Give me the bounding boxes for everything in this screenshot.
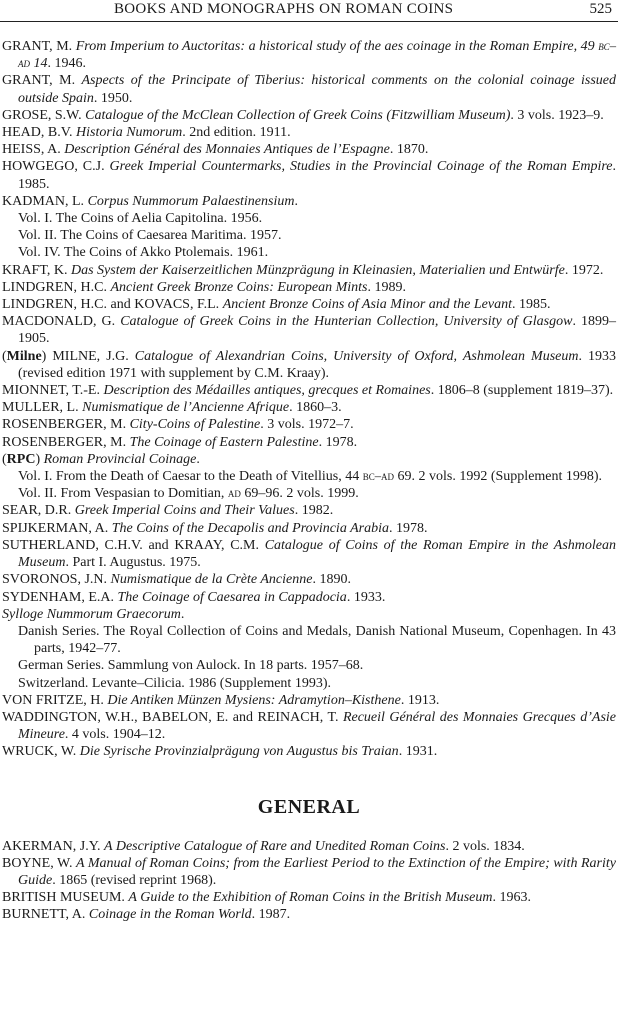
rpc-volume: Vol. I. From the Death of Caesar to the Death of Vitellius, 44 bc–ad 69. 2 vols. 1992 (Supplement 1998). <box>18 469 603 485</box>
entry-spijkerman <box>2 520 616 537</box>
entry-author: BURNETT, A. <box>2 907 89 923</box>
entry-author: SUTHERLAND, C.H.V. and KRAAY, C.M. <box>2 537 265 553</box>
entry-details: . 1931. <box>398 744 438 760</box>
entry-grant-tiberius <box>2 72 616 106</box>
entry-rosenberger-city <box>2 416 616 433</box>
page-header <box>0 0 618 22</box>
entry-title: From Imperium to Auctoritas: a historical study of the aes coinage in the Roman Empire, 49 bc–ad 14 <box>18 39 616 72</box>
entry-grose <box>2 107 616 124</box>
entry-von-fritze <box>2 692 616 709</box>
entry-boyne <box>2 855 616 889</box>
entry-title: Roman Provincial Coinage <box>43 451 197 467</box>
entry-mionnet <box>2 382 616 399</box>
entry-author: HOWGEGO, C.J. <box>2 159 110 175</box>
entry-title: A Manual of Roman Coins; from the Earliest Period to the Extinction of the Empire; with Rarity Guide <box>18 855 616 888</box>
entry-author: VON FRITZE, H. <box>2 692 108 708</box>
entry-sutherland-kraay <box>2 537 616 571</box>
abbreviation: RPC <box>6 451 36 467</box>
page-number: 525 <box>589 1 612 17</box>
entry-title: Coinage in the Roman World <box>88 907 252 923</box>
sng-series: Switzerland. Levante–Cilicia. 1986 (Supplement 1993). <box>18 675 331 691</box>
entry-title: Die Syrische Provinzialprägung von Augustus bis Traian <box>79 744 399 760</box>
abbreviation: Milne <box>6 348 42 364</box>
entry-author: LINDGREN, H.C. <box>2 279 111 295</box>
entry-title: Historia Numorum <box>76 125 183 141</box>
entry-waddington <box>2 709 616 743</box>
entry-author: GRANT, M. <box>2 39 76 54</box>
entry-title: Catalogue of Coins of the Roman Empire in the Ashmolean Museum <box>18 537 617 571</box>
entry-title: Die Antiken Münzen Mysiens: Adramytion–Kisthene <box>107 692 401 708</box>
entry-title: Greek Imperial Coins and Their Values <box>74 503 295 519</box>
entry-british-museum <box>2 889 616 906</box>
entry-title: Ancient Bronze Coins of Asia Minor and the Levant <box>222 297 512 313</box>
entry-lindgren-kovacs <box>2 296 616 313</box>
section-heading: GENERAL <box>257 795 361 818</box>
rpc-volume: Vol. II. From Vespasian to Domitian, ad 69–96. 2 vols. 1999. <box>18 486 359 502</box>
entry-author: ROSENBERGER, M. <box>2 434 130 450</box>
entry-muller <box>2 399 616 416</box>
entry-details: . <box>180 606 185 622</box>
entry-howgego <box>2 158 616 192</box>
entry-title: Catalogue of Greek Coins in the Hunterian Collection, University of Glasgow <box>120 314 573 330</box>
entry-author: HEISS, A. <box>2 142 65 158</box>
entry-details: . 1950. <box>93 90 133 106</box>
entry-title: The Coins of the Decapolis and Provincia Arabia <box>111 520 389 536</box>
entry-title: Numismatique de l’Ancienne Afrique <box>82 400 290 416</box>
entry-wruck <box>2 743 616 760</box>
entry-title: The Coinage of Caesarea in Cappadocia <box>117 589 347 605</box>
entry-title: Description Général des Monnaies Antiques de l’Espagne <box>64 142 390 158</box>
entry-title: Aspects of the Principate of Tiberius: historical comments on the colonial coinage issued outside Spain <box>18 73 616 106</box>
entry-title: Sylloge Nummorum Graecorum <box>2 606 181 622</box>
entry-author: ROSENBERGER, M. <box>2 417 130 433</box>
entry-details: . 1985. <box>512 297 551 313</box>
entry-svoronos <box>2 571 616 588</box>
entry-milne: (Milne) MILNE, J.G. Catalogue of Alexandrian Coins, University of Oxford, Ashmolean Museum. 1933 (revised edition 1971 with supplement by C.M. Kraay). <box>2 348 616 381</box>
entry-details: . 1989. <box>367 279 407 295</box>
entry-title: Greek Imperial Countermarks, Studies in the Provincial Coinage of the Roman Empire <box>109 159 613 175</box>
entry-head <box>2 124 616 141</box>
bibliography <box>2 38 616 924</box>
entry-title: Ancient Greek Bronze Coins: European Mints <box>110 279 368 295</box>
entry-sydenham <box>2 589 616 606</box>
entry-author: SEAR, D.R. <box>2 503 75 519</box>
entry-author: KADMAN, L. <box>2 193 88 209</box>
entry-kadman <box>2 193 616 210</box>
entry-burnett <box>2 906 616 923</box>
entry-details: . 1946. <box>47 56 86 72</box>
entry-details: . 1913. <box>400 692 440 708</box>
sng-series: German Series. Sammlung von Aulock. In 18 parts. 1957–68. <box>18 658 364 674</box>
entry-title: Das System der Kaiserzeitlichen Münzprägung in Kleinasien, Materialien und Entwürfe <box>70 262 565 278</box>
entry-lindgren <box>2 279 616 296</box>
entry-details: . 1860–3. <box>289 400 342 416</box>
entry-details: . <box>294 193 298 209</box>
kadman-volume: Vol. IV. The Coins of Akko Ptolemais. 1961. <box>18 245 269 261</box>
entry-details: . <box>196 451 200 467</box>
entry-details: . 1987. <box>251 907 291 923</box>
entry-sear <box>2 502 616 519</box>
entry-akerman <box>2 838 616 855</box>
entry-author: MACDONALD, G. <box>2 314 121 330</box>
entry-title: Catalogue of the McClean Collection of Greek Coins (Fitzwilliam Museum) <box>85 107 511 123</box>
entry-author: SVORONOS, J.N. <box>2 572 111 588</box>
entry-sylloge <box>2 606 616 623</box>
entry-title: Description des Médailles antiques, grecques et Romaines <box>103 383 431 399</box>
entry-author: MIONNET, T.-E. <box>2 383 104 399</box>
entry-details: . 1890. <box>312 572 351 588</box>
entry-title: Corpus Nummorum Palaestinensium <box>87 193 295 209</box>
entry-grant-imperium <box>2 38 616 72</box>
entry-title: The Coinage of Eastern Palestine <box>129 434 319 450</box>
entry-author: BRITISH MUSEUM. <box>2 890 129 906</box>
entry-details: . Part I. Augustus. 1975. <box>65 555 201 571</box>
entry-rpc: (RPC) Roman Provincial Coinage. <box>2 451 200 467</box>
entry-author: KRAFT, K. <box>2 262 71 278</box>
entry-author: SYDENHAM, E.A. <box>2 589 118 605</box>
entry-author: WRUCK, W. <box>2 744 80 760</box>
entry-details: . 4 vols. 1904–12. <box>64 727 166 743</box>
entry-title: Catalogue of Alexandrian Coins, University of Oxford, Ashmolean Museum <box>134 348 579 364</box>
entry-title: Numismatique de la Crète Ancienne <box>110 572 313 588</box>
entry-details: . 1972. <box>564 262 604 278</box>
entry-details: . 2 vols. 1834. <box>445 838 525 854</box>
entry-details: . 1806–8 (supplement 1819–37). <box>430 383 614 399</box>
entry-author: AKERMAN, J.Y. <box>2 838 105 854</box>
kadman-volume: Vol. I. The Coins of Aelia Capitolina. 1956. <box>18 211 263 227</box>
entry-details: . 1933 (revised edition 1971 with supplement by C.M. Kraay). <box>18 348 616 381</box>
entry-kraft <box>2 262 616 279</box>
entry-details: . 1933. <box>346 589 386 605</box>
entry-author: MULLER, L. <box>2 400 83 416</box>
entry-author: GROSE, S.W. <box>2 107 86 123</box>
entry-macdonald <box>2 313 616 347</box>
entry-heiss <box>2 141 616 158</box>
entry-details: . 1978. <box>318 434 358 450</box>
entry-title: A Guide to the Exhibition of Roman Coins in the British Museum <box>128 890 493 906</box>
entry-author: GRANT, M. <box>2 73 82 89</box>
entry-author: MILNE, J.G. <box>52 348 135 364</box>
sng-series: Danish Series. The Royal Collection of Coins and Medals, Danish National Museum, Copenhagen. In 43 parts, 1942–77. <box>18 623 616 657</box>
entry-rosenberger-eastern <box>2 434 616 451</box>
entry-details: . 3 vols. 1972–7. <box>260 417 354 433</box>
entry-details: . 1985. <box>18 159 616 192</box>
kadman-volume: Vol. II. The Coins of Caesarea Maritima. 1957. <box>18 228 282 244</box>
entry-author: SPIJKERMAN, A. <box>2 520 112 536</box>
entry-details: . 1978. <box>388 520 428 536</box>
entry-title: Recueil Général des Monnaies Grecques d’Asie Mineure <box>18 709 617 743</box>
entry-details: . 3 vols. 1923–9. <box>510 107 604 123</box>
entry-details: . 1870. <box>389 142 429 158</box>
entry-author: WADDINGTON, W.H., BABELON, E. and REINACH, T. <box>2 709 343 725</box>
entry-details: . 1963. <box>492 890 532 906</box>
running-head: BOOKS AND MONOGRAPHS ON ROMAN COINS <box>114 1 454 17</box>
entry-title: City-Coins of Palestine <box>129 417 261 433</box>
entry-author: BOYNE, W. <box>2 855 76 871</box>
entry-details: . 2nd edition. 1911. <box>182 125 291 141</box>
entry-details: . 1899–1905. <box>18 314 616 347</box>
entry-details: . 1982. <box>294 503 334 519</box>
entry-author: HEAD, B.V. <box>2 125 77 141</box>
entry-details: . 1865 (revised reprint 1968). <box>52 872 217 888</box>
entry-title: A Descriptive Catalogue of Rare and Unedited Roman Coins <box>104 838 446 854</box>
entry-author: LINDGREN, H.C. and KOVACS, F.L. <box>2 297 223 313</box>
